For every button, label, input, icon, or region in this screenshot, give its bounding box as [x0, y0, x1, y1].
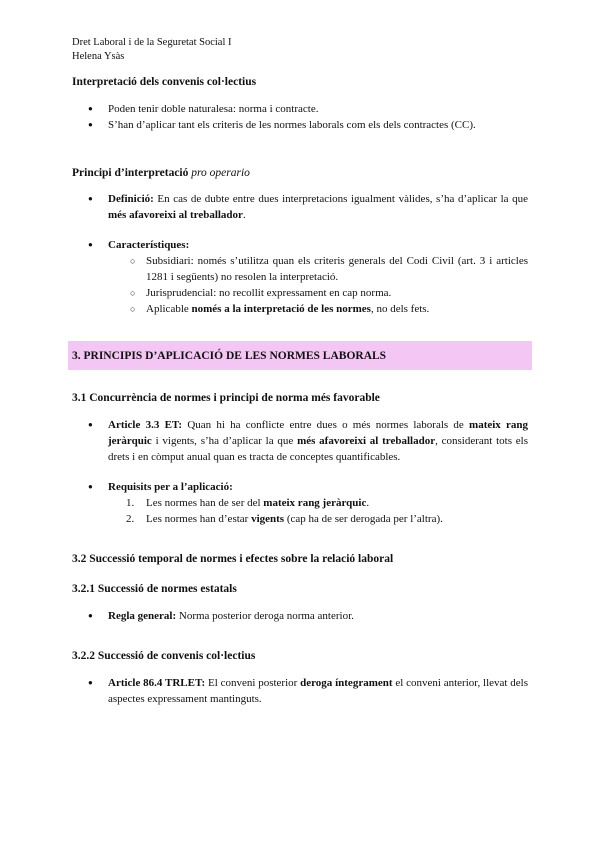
requirement-text: Les normes han de ser del — [146, 497, 261, 509]
requirement-1 — [126, 495, 528, 511]
definition-item — [88, 191, 528, 223]
state-norms-list — [88, 608, 528, 624]
requirement-number: 1. — [126, 497, 135, 509]
definition-bold: més afavoreixi al treballador — [108, 209, 243, 221]
author-name: Helena Ysàs — [72, 51, 125, 62]
heading-3-2-1: 3.2.1 Successió de normes estatals — [72, 583, 237, 595]
sub-item: ○ Subsidiari: només s’utilitza quan els criteris generals del Codi Civil (art. 3 i articles 1281 i següents) no resolen la interpretació. — [130, 253, 528, 285]
page-header — [72, 36, 528, 64]
requirement-end: (cap ha de ser derogada per l’altra). — [286, 513, 443, 525]
heading-3-2: 3.2 Successió temporal de normes i efectes sobre la relació laboral — [72, 553, 394, 565]
article-86-text-2: el conveni anterior, llevat dels aspectes expressament mantinguts. — [108, 677, 528, 705]
concurrence-list — [88, 417, 528, 527]
heading-interpretation: Interpretació dels convenis col·lectius — [72, 76, 257, 88]
article-86-text: El conveni posterior — [207, 677, 298, 689]
heading-emphasis: pro operario — [191, 167, 250, 179]
definition-label: Definició: — [108, 193, 154, 205]
characteristics-sublist — [130, 253, 528, 317]
article-item — [88, 417, 528, 465]
heading-text: Principi d’interpretació — [72, 167, 189, 179]
sub-bold: només a la interpretació de les normes — [191, 303, 371, 315]
list-item: ● S’han d’aplicar tant els criteris de les normes laborals com els dels contractes (CC). — [88, 117, 528, 133]
requirements-item — [88, 479, 528, 527]
requirements-label: Requisits per a l’aplicació: — [108, 481, 233, 493]
heading-3-1: 3.1 Concurrència de normes i principi de norma més favorable — [72, 392, 380, 404]
requirement-end: . — [366, 497, 370, 509]
article-bold-2: més afavoreixi al treballador — [297, 435, 436, 447]
article-86-item — [88, 675, 528, 707]
requirement-bold: mateix rang jeràrquic — [263, 497, 367, 509]
article-label: Article 3.3 ET: — [108, 419, 183, 431]
sub-text: Aplicable — [146, 303, 189, 315]
article-bold-1: mateix rang jeràrquic — [108, 419, 529, 447]
list-item: ● Poden tenir doble naturalesa: norma i contracte. — [88, 101, 528, 117]
section-banner: 3. PRINCIPIS D’APLICACIÓ DE LES NORMES LABORALS — [68, 341, 532, 370]
article-86-bold: deroga íntegrament — [300, 677, 393, 689]
sub-end: , no dels fets. — [370, 303, 430, 315]
article-86-label: Article 86.4 TRLET: — [108, 677, 206, 689]
sub-item — [130, 301, 528, 317]
article-text: Quan hi ha conflicte entre dues o més normes laborals de — [187, 419, 464, 431]
pro-operario-list — [88, 191, 528, 317]
rule-label: Regla general: — [108, 610, 177, 622]
heading-3-2-2: 3.2.2 Successió de convenis col·lectius — [72, 650, 256, 662]
rule-item — [88, 608, 528, 624]
requirement-2 — [126, 511, 528, 527]
requirements-list — [126, 495, 528, 527]
requirement-bold: vigents — [251, 513, 285, 525]
agreements-list — [88, 675, 528, 707]
requirement-number: 2. — [126, 513, 135, 525]
characteristics-item — [88, 237, 528, 317]
characteristics-label: Característiques: — [108, 239, 190, 251]
requirement-text: Les normes han d’estar — [146, 513, 249, 525]
article-text-2: i vigents, s’ha d’aplicar la que — [155, 435, 294, 447]
definition-text: En cas de dubte entre dues interpretacions igualment vàlides, s’ha d’aplicar la que — [157, 193, 528, 205]
sub-item: ○ Jurisprudencial: no recollit expressament en cap norma. — [130, 285, 528, 301]
heading-pro-operario — [72, 165, 528, 181]
interpretation-list — [88, 101, 528, 133]
rule-text: Norma posterior deroga norma anterior. — [178, 610, 354, 622]
definition-end: . — [242, 209, 246, 221]
article-text-3: , considerant tots els drets i en còmput anual quan es tracta de conceptes quantificables. — [108, 435, 528, 463]
course-title: Dret Laboral i de la Seguretat Social I — [72, 37, 232, 48]
